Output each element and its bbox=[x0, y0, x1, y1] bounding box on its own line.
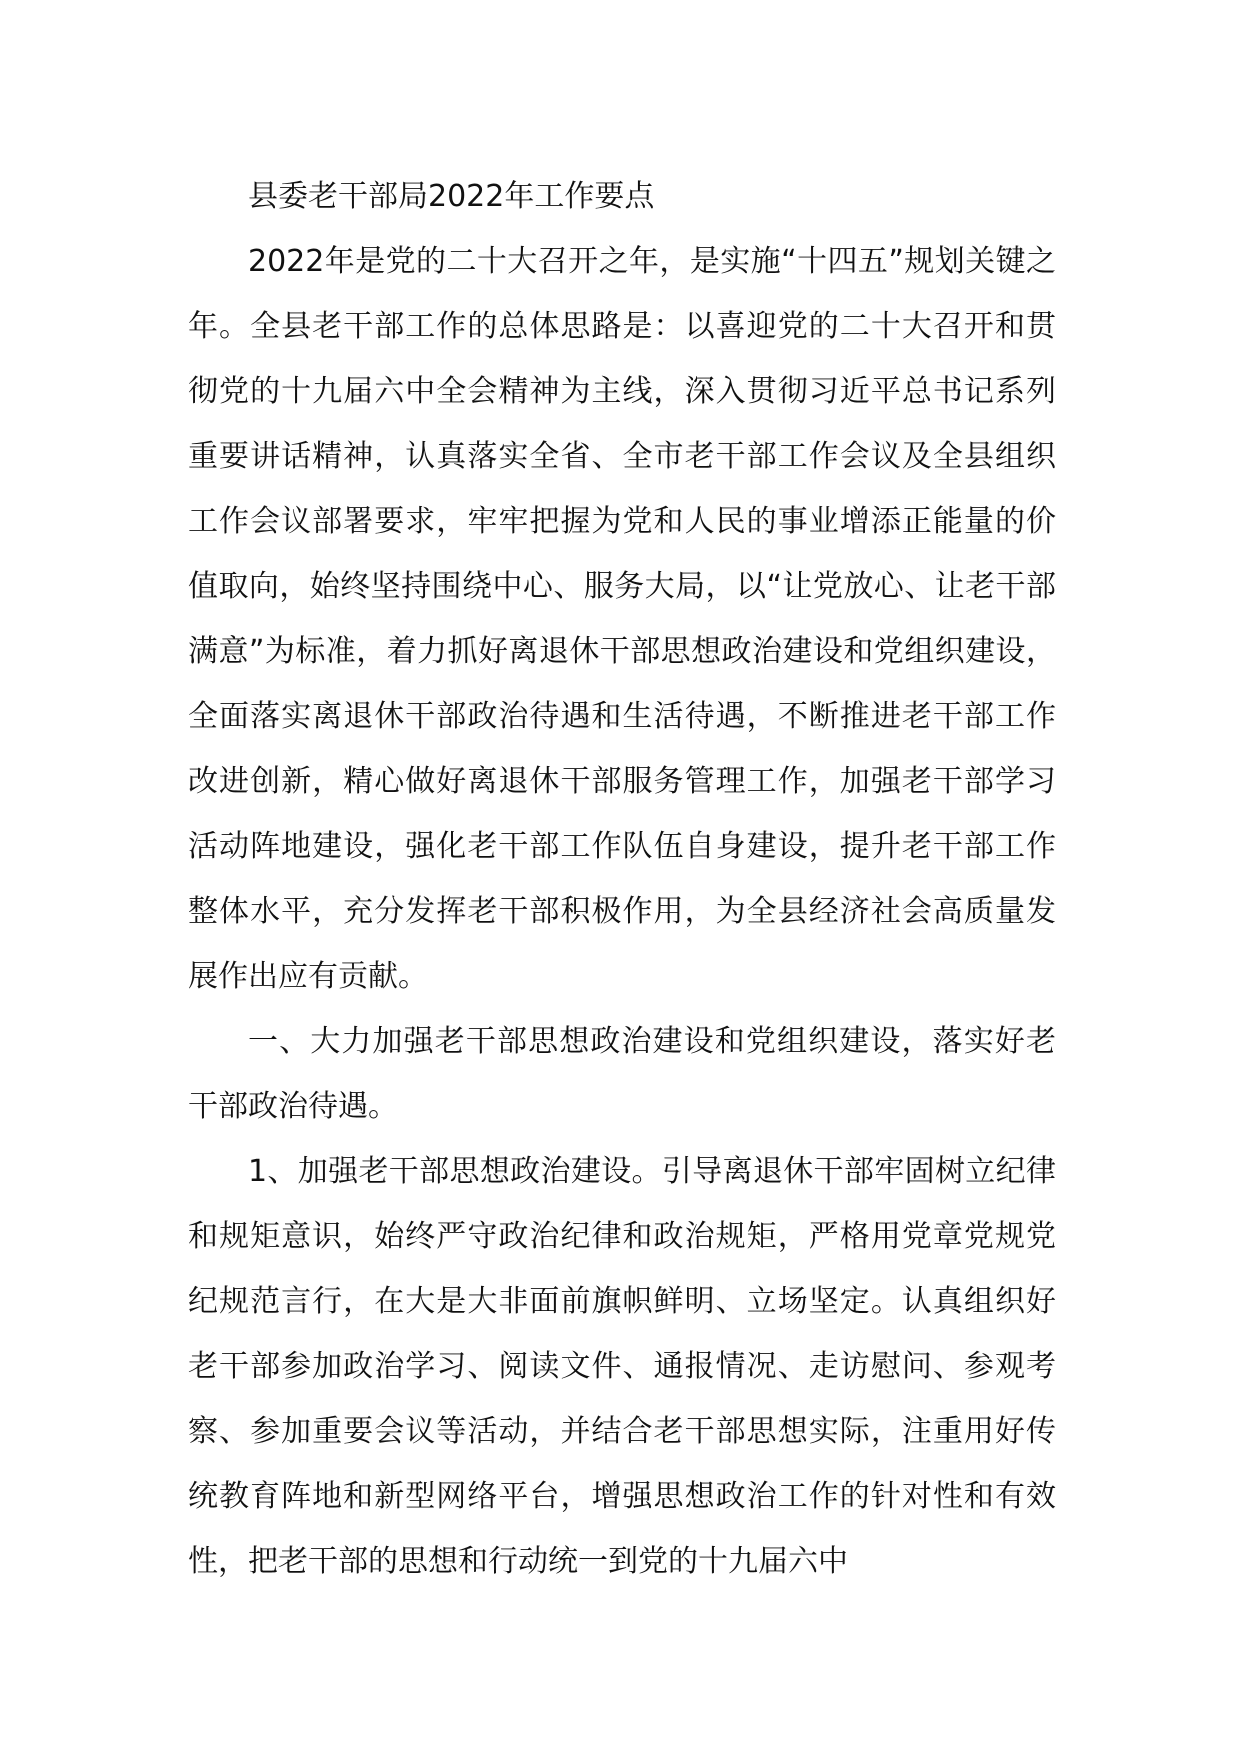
document-body bbox=[188, 164, 1056, 1594]
document-title: 县委老干部局2022年工作要点 bbox=[248, 179, 655, 214]
paragraph-intro: 2022年是党的二十大召开之年，是实施“十四五”规划关键之年。全县老干部工作的总体思路是：以喜迎党的二十大召开和贯彻党的十九届六中全会精神为主线，深入贯彻习近平总书记系列重要讲话精神，认真落实全省、全市老干部工作会议及全县组织工作会议部署要求，牢牢把握为党和人民的事业增添正能量的价值取向，始终坚持围绕中心、服务大局，以“让党放心、让老干部满意”为标准，着力抓好离退休干部思想政治建设和党组织建设，全面落实离退休干部政治待遇和生活待遇，不断推进老干部工作改进创新，精心做好离退休干部服务管理工作，加强老干部学习活动阵地建设，强化老干部工作队伍自身建设，提升老干部工作整体水平，充分发挥老干部积极作用，为全县经济社会高质量发展作出应有贡献。 bbox=[188, 244, 1056, 994]
paragraph-item-one: 1、加强老干部思想政治建设。引导离退休干部牢固树立纪律和规矩意识，始终严守政治纪律和政治规矩，严格用党章党规党纪规范言行，在大是大非面前旗帜鲜明、立场坚定。认真组织好老干部参加政治学习、阅读文件、通报情况、走访慰问、参观考察、参加重要会议等活动，并结合老干部思想实际，注重用好传统教育阵地和新型网络平台，增强思想政治工作的针对性和有效性，把老干部的思想和行动统一到党的十九届六中 bbox=[188, 1154, 1056, 1579]
paragraph-section-one-heading: 一、大力加强老干部思想政治建设和党组织建设，落实好老干部政治待遇。 bbox=[188, 1024, 1056, 1124]
